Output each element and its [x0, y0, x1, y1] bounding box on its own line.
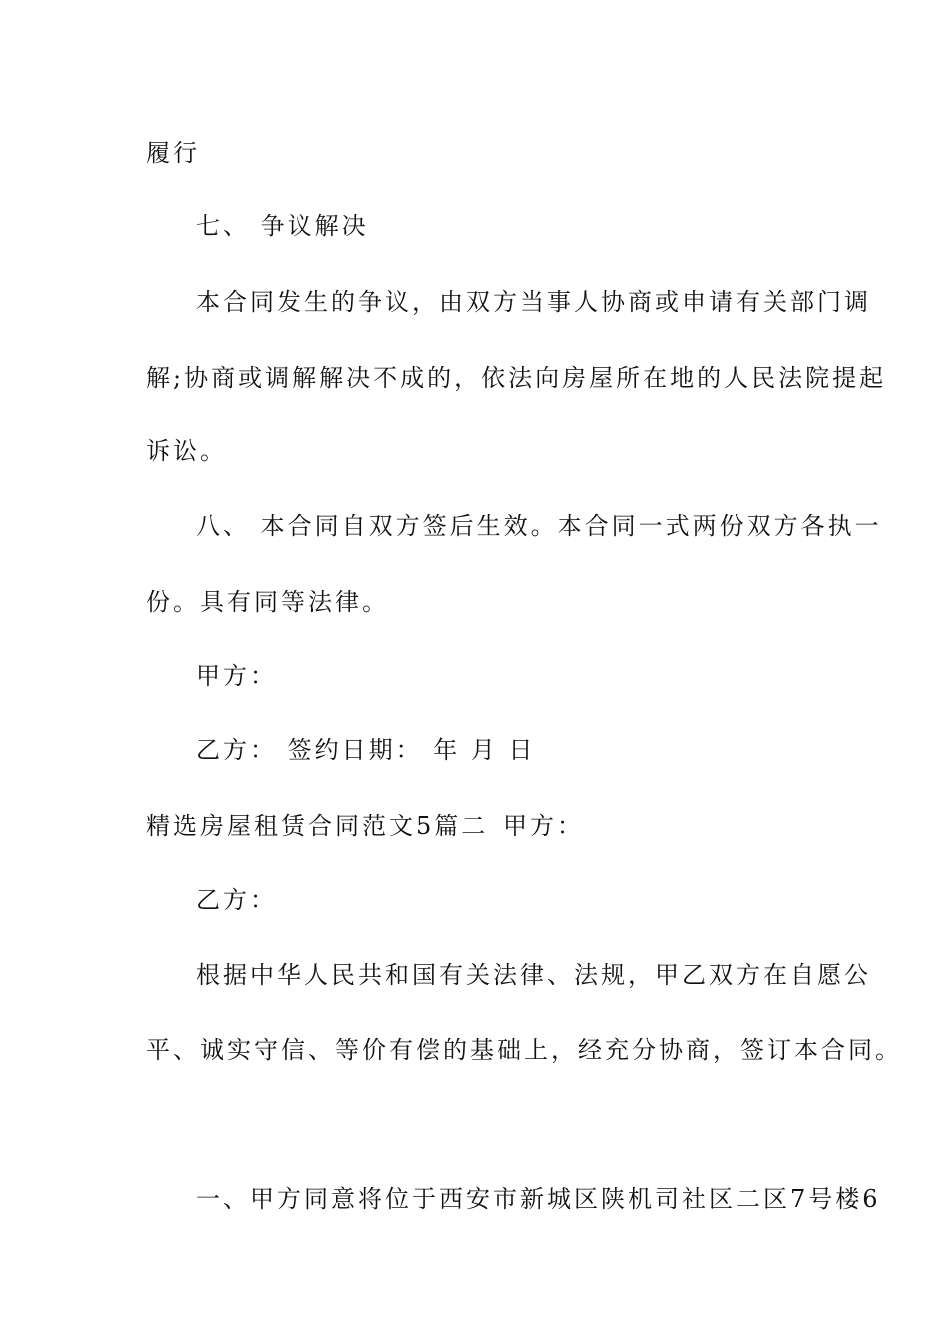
party-b-signing-date: 乙方： 签约日期： 年 月 日 — [196, 736, 536, 764]
text-line-4: 解;协商或调解解决不成的，依法向房屋所在地的人民法院提起 — [146, 364, 887, 392]
party-b-label-2: 乙方： — [196, 886, 277, 914]
contract-title-2: 精选房屋租赁合同范文5篇二 — [146, 812, 489, 840]
section-heading-7: 七、 争议解决 — [196, 212, 369, 240]
party-a-label-2: 甲方： — [503, 812, 584, 840]
text-line-14: 平、诚实守信、等价有偿的基础上，经充分协商，签订本合同。 — [146, 1036, 902, 1064]
text-line-13: 根据中华人民共和国有关法律、法规，甲乙双方在自愿公 — [196, 961, 871, 989]
text-line-3: 本合同发生的争议，由双方当事人协商或申请有关部门调 — [196, 288, 871, 316]
party-a-label: 甲方： — [196, 662, 277, 690]
text-line-1: 履行 — [146, 139, 200, 167]
text-line-7: 份。具有同等法律。 — [146, 588, 389, 616]
section-heading-8: 八、 本合同自双方签后生效。本合同一式两份双方各执一 — [196, 512, 882, 540]
text-line-5: 诉讼。 — [146, 437, 227, 465]
clause-1-line: 一、甲方同意将位于西安市新城区陕机司社区二区7号楼6 — [196, 1185, 881, 1213]
